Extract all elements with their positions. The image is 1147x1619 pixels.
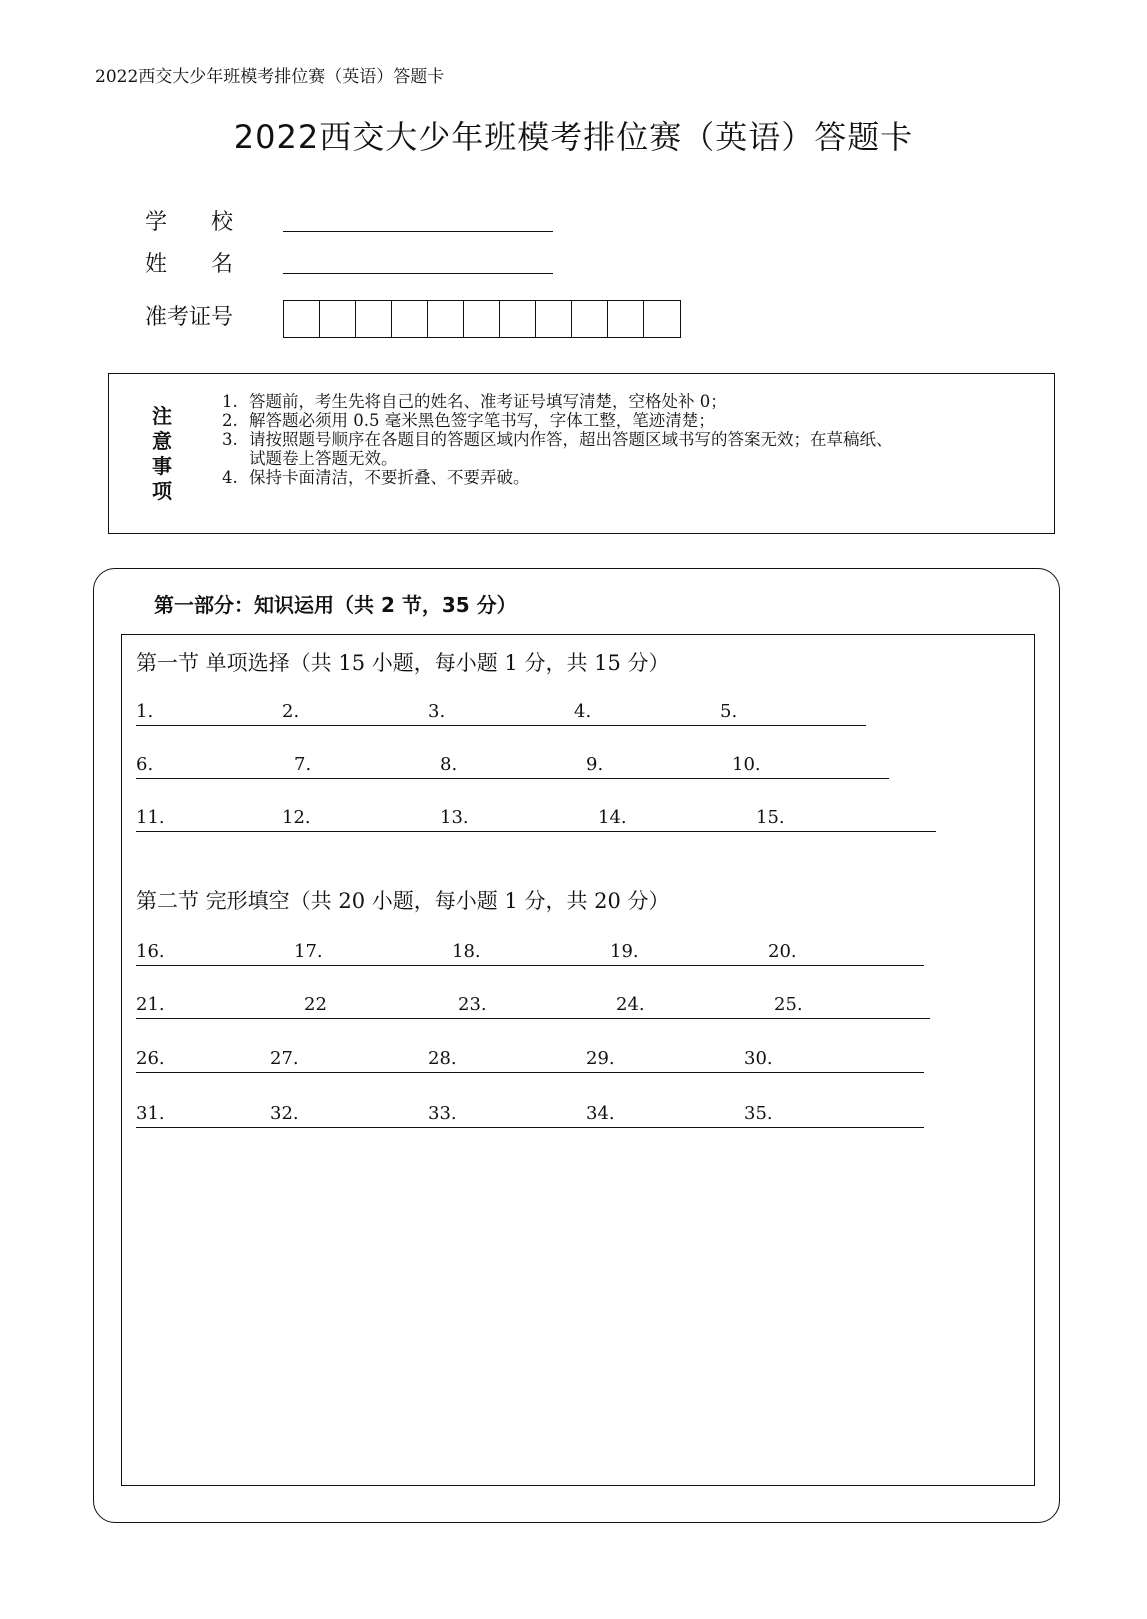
question-number: 8. bbox=[440, 754, 458, 775]
exam-id-digit-box[interactable] bbox=[428, 301, 464, 337]
answer-row[interactable] bbox=[136, 752, 889, 779]
page-title: 2022西交大少年班模考排位赛（英语）答题卡 bbox=[233, 118, 914, 156]
running-header: 2022西交大少年班模考排位赛（英语）答题卡 bbox=[95, 67, 445, 87]
question-number: 27. bbox=[270, 1048, 299, 1069]
name-field[interactable] bbox=[283, 272, 553, 274]
section1-title: 第一节 单项选择（共 15 小题，每小题 1 分，共 15 分） bbox=[136, 651, 670, 675]
question-number: 29. bbox=[586, 1048, 615, 1069]
question-number: 22 bbox=[304, 994, 327, 1015]
question-number: 28. bbox=[428, 1048, 457, 1069]
exam-id-digit-box[interactable] bbox=[320, 301, 356, 337]
notice-title-char: 注 bbox=[152, 404, 172, 428]
exam-id-digit-box[interactable] bbox=[644, 301, 680, 337]
exam-id-digit-box[interactable] bbox=[572, 301, 608, 337]
exam-id-digit-box[interactable] bbox=[500, 301, 536, 337]
question-number: 2. bbox=[282, 701, 300, 722]
question-number: 23. bbox=[458, 994, 487, 1015]
exam-id-digit-box[interactable] bbox=[392, 301, 428, 337]
question-number: 25. bbox=[774, 994, 803, 1015]
question-number: 21. bbox=[136, 994, 165, 1015]
question-number: 11. bbox=[136, 807, 165, 828]
answer-row[interactable] bbox=[136, 1101, 924, 1128]
question-number: 30. bbox=[744, 1048, 773, 1069]
question-number: 16. bbox=[136, 941, 165, 962]
answer-row[interactable] bbox=[136, 939, 924, 966]
question-number: 26. bbox=[136, 1048, 165, 1069]
question-number: 35. bbox=[744, 1103, 773, 1124]
school-field[interactable] bbox=[283, 230, 553, 232]
notice-title-char: 意 bbox=[152, 429, 172, 453]
notice-list bbox=[222, 392, 1052, 487]
question-number: 15. bbox=[756, 807, 785, 828]
exam-id-digit-box[interactable] bbox=[284, 301, 320, 337]
exam-id-digit-box[interactable] bbox=[608, 301, 644, 337]
notice-title-char: 事 bbox=[152, 454, 172, 478]
answer-area bbox=[121, 634, 1035, 1486]
question-number: 1. bbox=[136, 701, 154, 722]
question-number: 32. bbox=[270, 1103, 299, 1124]
part1-title: 第一部分：知识运用（共 2 节，35 分） bbox=[154, 593, 517, 617]
exam-id-label: 准考证号 bbox=[145, 305, 234, 330]
question-number: 10. bbox=[732, 754, 761, 775]
question-number: 24. bbox=[616, 994, 645, 1015]
question-number: 4. bbox=[574, 701, 592, 722]
exam-id-digit-box[interactable] bbox=[464, 301, 500, 337]
question-number: 34. bbox=[586, 1103, 615, 1124]
question-number: 12. bbox=[282, 807, 311, 828]
part1-box bbox=[93, 568, 1060, 1523]
name-label: 姓 名 bbox=[145, 252, 234, 277]
question-number: 19. bbox=[610, 941, 639, 962]
notice-item: 4. 保持卡面清洁，不要折叠、不要弄破。 bbox=[222, 468, 530, 487]
question-number: 18. bbox=[452, 941, 481, 962]
question-number: 3. bbox=[428, 701, 446, 722]
question-number: 7. bbox=[294, 754, 312, 775]
exam-id-digit-box[interactable] bbox=[536, 301, 572, 337]
notice-item: 3. 请按照题号顺序在各题目的答题区域内作答，超出答题区域书写的答案无效；在草稿纸、 试题卷上答题无效。 bbox=[222, 430, 893, 468]
question-number: 17. bbox=[294, 941, 323, 962]
answer-row[interactable] bbox=[136, 699, 866, 726]
question-number: 33. bbox=[428, 1103, 457, 1124]
exam-id-digit-box[interactable] bbox=[356, 301, 392, 337]
question-number: 5. bbox=[720, 701, 738, 722]
notice-title-char: 项 bbox=[152, 479, 172, 503]
answer-row[interactable] bbox=[136, 992, 930, 1019]
notice-item: 2. 解答题必须用 0.5 毫米黑色签字笔书写，字体工整，笔迹清楚； bbox=[222, 411, 715, 430]
question-number: 14. bbox=[598, 807, 627, 828]
question-number: 20. bbox=[768, 941, 797, 962]
answer-row[interactable] bbox=[136, 805, 936, 832]
question-number: 9. bbox=[586, 754, 604, 775]
notice-item: 1. 答题前，考生先将自己的姓名、准考证号填写清楚，空格处补 0； bbox=[222, 392, 727, 411]
question-number: 31. bbox=[136, 1103, 165, 1124]
section2-title: 第二节 完形填空（共 20 小题，每小题 1 分，共 20 分） bbox=[136, 889, 670, 913]
answer-row[interactable] bbox=[136, 1046, 924, 1073]
school-label: 学 校 bbox=[145, 210, 234, 235]
notice-title bbox=[147, 404, 177, 504]
question-number: 6. bbox=[136, 754, 154, 775]
notice-box bbox=[108, 373, 1055, 534]
exam-id-boxes bbox=[283, 300, 681, 338]
question-number: 13. bbox=[440, 807, 469, 828]
